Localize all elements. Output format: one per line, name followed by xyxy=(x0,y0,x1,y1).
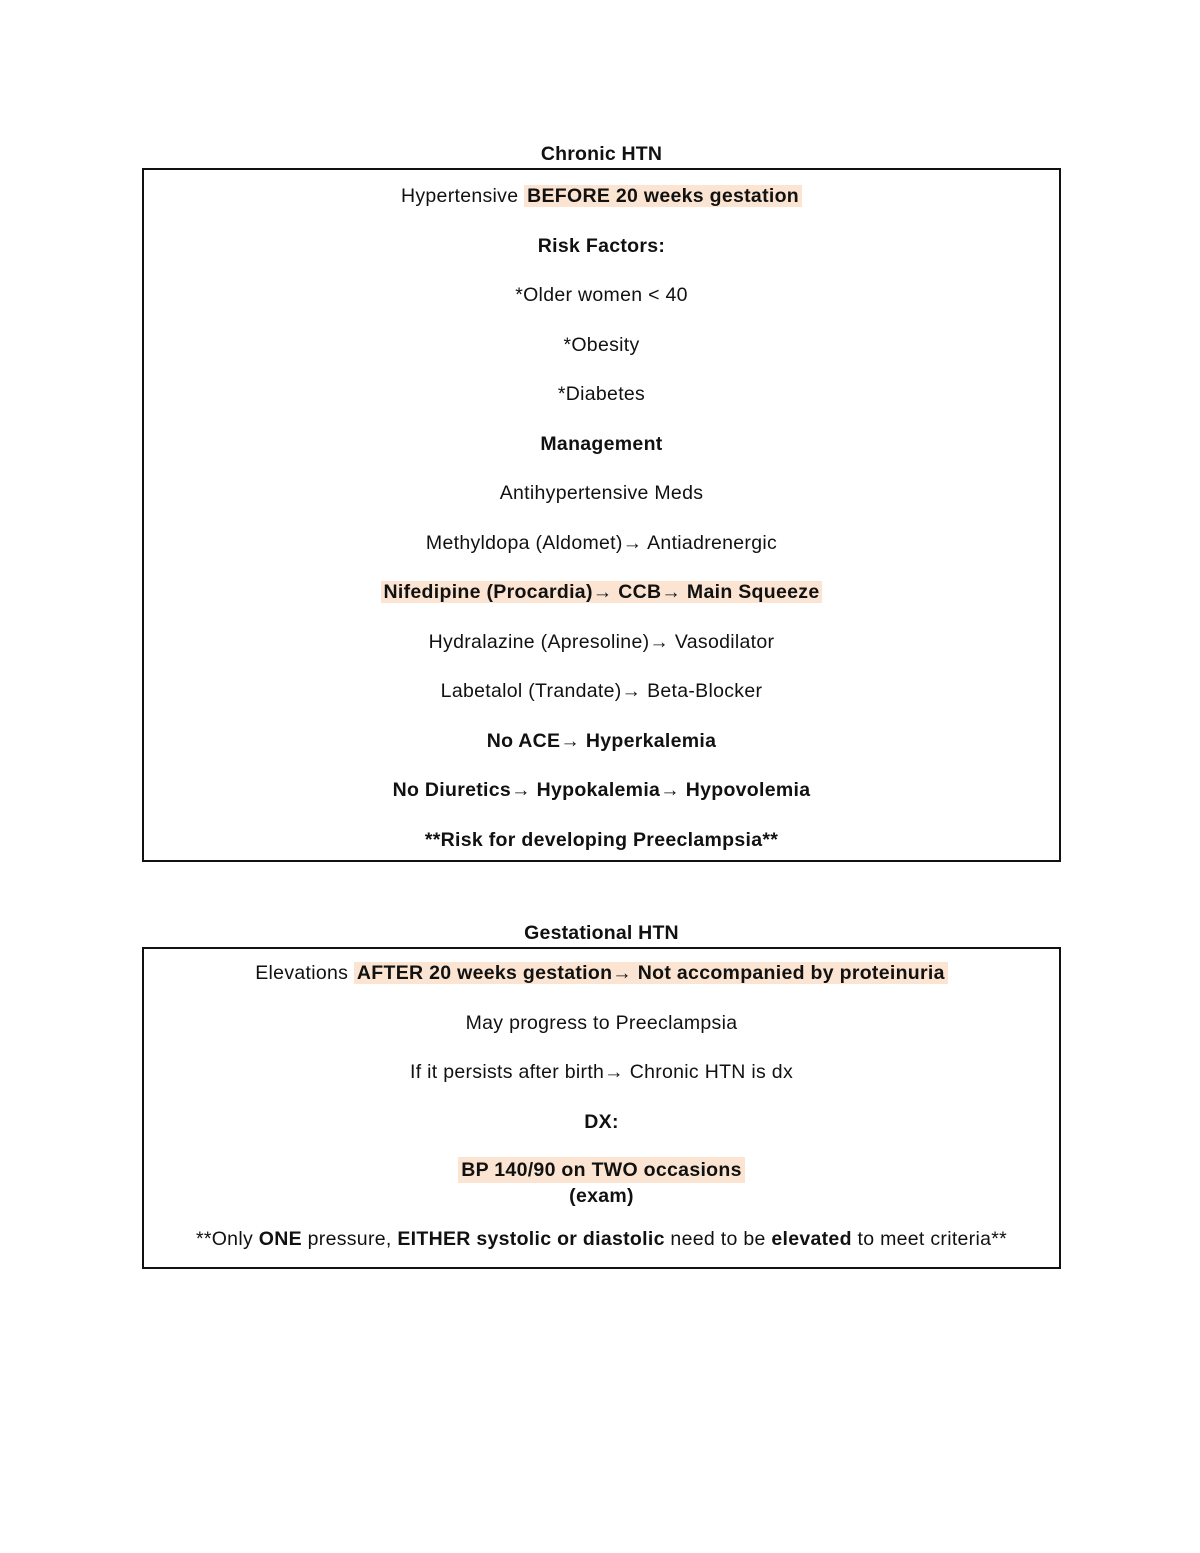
definition-prefix: Hypertensive xyxy=(400,185,525,207)
chronic-htn-section xyxy=(142,140,1061,862)
gestational-htn-section xyxy=(142,919,1061,1269)
med-methyldopa: Methyldopa (Aldomet)→ Antiadrenergic xyxy=(425,531,778,554)
no-ace-note: No ACE→ Hyperkalemia xyxy=(486,729,717,752)
med-nifedipine: Nifedipine (Procardia)→ CCB→ Main Squeeze xyxy=(381,581,823,603)
definition-line xyxy=(144,172,1059,222)
criteria-text: **Only xyxy=(195,1228,259,1250)
criteria-text: need to be xyxy=(664,1228,772,1250)
persist-note: If it persists after birth→ Chronic HTN is dx xyxy=(409,1061,793,1083)
risk-factor-item: *Obesity xyxy=(563,333,640,356)
criteria-note xyxy=(144,1215,1059,1265)
criteria-text: to meet criteria** xyxy=(851,1228,1008,1250)
criteria-bold: EITHER systolic or diastolic xyxy=(397,1228,665,1250)
section-title: Chronic HTN xyxy=(540,143,663,165)
definition-highlight: BEFORE 20 weeks gestation xyxy=(524,185,802,207)
definition-line xyxy=(144,949,1059,999)
med-hydralazine: Hydralazine (Apresoline)→ Vasodilator xyxy=(428,630,775,653)
risk-factors-heading: Risk Factors: xyxy=(537,234,666,257)
criteria-bold: ONE xyxy=(258,1228,302,1250)
risk-factor-item: *Older women < 40 xyxy=(515,284,688,306)
exam-note: (exam) xyxy=(569,1185,634,1207)
criteria-text: pressure, xyxy=(301,1228,398,1250)
dx-heading: DX: xyxy=(584,1110,619,1133)
med-nifedipine-line xyxy=(144,568,1059,618)
bp-criteria: BP 140/90 on TWO occasions xyxy=(458,1157,745,1183)
no-diuretics-note: No Diuretics→ Hypokalemia→ Hypovolemia xyxy=(392,779,811,801)
gestational-htn-box xyxy=(142,947,1061,1269)
chronic-htn-box xyxy=(142,168,1061,862)
risk-factor-item: *Diabetes xyxy=(557,383,646,405)
preeclampsia-risk-note: **Risk for developing Preeclampsia** xyxy=(424,828,779,851)
definition-prefix: Elevations xyxy=(255,962,354,984)
definition-highlight: AFTER 20 weeks gestation→ Not accompanied by proteinuria xyxy=(354,962,948,984)
criteria-bold: elevated xyxy=(771,1228,852,1250)
management-heading: Management xyxy=(540,432,663,455)
meds-intro: Antihypertensive Meds xyxy=(499,482,704,504)
progress-note: May progress to Preeclampsia xyxy=(465,1011,738,1034)
med-labetalol: Labetalol (Trandate)→ Beta-Blocker xyxy=(440,680,763,702)
bp-criteria-block xyxy=(144,1147,1059,1221)
section-title: Gestational HTN xyxy=(524,922,679,944)
